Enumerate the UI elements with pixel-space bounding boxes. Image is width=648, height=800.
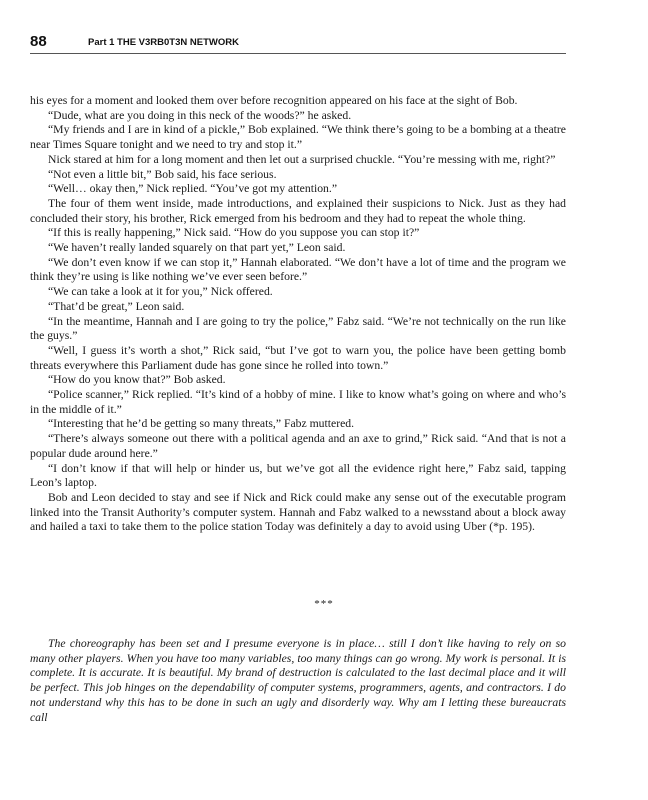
paragraph: “Police scanner,” Rick replied. “It’s kind of a hobby of mine. I like to know what’s going on where and who’s in the middle of it.” (30, 388, 566, 416)
paragraph: “Dude, what are you doing in this neck of the woods?” he asked. (48, 108, 352, 122)
paragraph: The four of them went inside, made introductions, and explained their suspicions to Nick. Just as they had concluded their story, his brother, Rick emerged from his bedroom and they had to repeat the whole thing. (30, 196, 566, 225)
paragraph: “My friends and I are in kind of a pickle,” Bob explained. “We think there’s going to be a bombing at a theatre near Times Square tonight and we need to try and stop it.” (30, 123, 566, 152)
paragraph: Bob and Leon decided to stay and see if Nick and Rick could make any sense out of the executable program linked into the Transit Authority’s computer system. Hannah and Fabz walked to a newsstand about a block away and hailed a taxi to take them to the police station Today was definitely a day to avoid using Uber (*p. 195). (30, 490, 566, 534)
paragraph: “I don’t know if that will help or hinder us, but we’ve got all the evidence right here,” Fabz said, tapping Leon’s laptop. (30, 461, 566, 490)
paragraph: “Well… okay then,” Nick replied. “You’ve got my attention.” (48, 182, 338, 196)
header-rule (30, 53, 566, 54)
paragraph: “How do you know that?” Bob asked. (48, 373, 226, 387)
body-text (30, 94, 566, 535)
page-number: 88 (30, 33, 47, 50)
paragraph: “Interesting that he’d be getting so many threats,” Fabz muttered. (48, 417, 355, 431)
paragraph: “That’d be great,” Leon said. (48, 299, 185, 313)
paragraph: Nick stared at him for a long moment and then let out a surprised chuckle. “You’re messing with me, right?” (48, 152, 556, 166)
paragraph: “Well, I guess it’s worth a shot,” Rick said, “but I’ve got to warn you, the police have been getting bomb threats everywhere this Parliament dude has gone since he rolled into town.” (30, 343, 566, 372)
italic-paragraph: The choreography has been set and I presume everyone is in place… still I don’t like having to rely on so many other players. When you have too many variables, too many things can go wrong. My work is personal. It is complete. It is accurate. It is beautiful. My brand of destruction is calculated to the last decimal place and it will be perfect. This job hinges on the dependability of computer systems, programmers, agents, and contractors. I do not understand why this has to be done in such an ugly and disorderly way. Why am I letting these bureaucrats call (30, 637, 566, 724)
paragraph: “We can take a look at it for you,” Nick offered. (48, 285, 273, 299)
paragraph: “We haven’t really landed squarely on that part yet,” Leon said. (48, 241, 346, 255)
part-title: Part 1 THE V3RB0T3N NETWORK (88, 37, 239, 48)
paragraph: “Not even a little bit,” Bob said, his face serious. (48, 167, 277, 181)
paragraph: “If this is really happening,” Nick said. “How do you suppose you can stop it?” (48, 226, 420, 240)
paragraph: his eyes for a moment and looked them over before recognition appeared on his face at the sight of Bob. (30, 94, 518, 107)
paragraph: “There’s always someone out there with a political agenda and an axe to grind,” Rick said. “And that is not a popular dude around here.” (30, 432, 566, 460)
running-header (30, 33, 566, 53)
paragraph: “In the meantime, Hannah and I are going to try the police,” Fabz said. “We’re not technically on the run like the guys.” (30, 314, 566, 343)
section-separator: *** (314, 598, 334, 610)
paragraph: “We don’t even know if we can stop it,” Hannah elaborated. “We don’t have a lot of time and the program we think they’re using is like nothing we’ve ever seen before.” (30, 255, 566, 284)
italic-passage (30, 637, 566, 725)
